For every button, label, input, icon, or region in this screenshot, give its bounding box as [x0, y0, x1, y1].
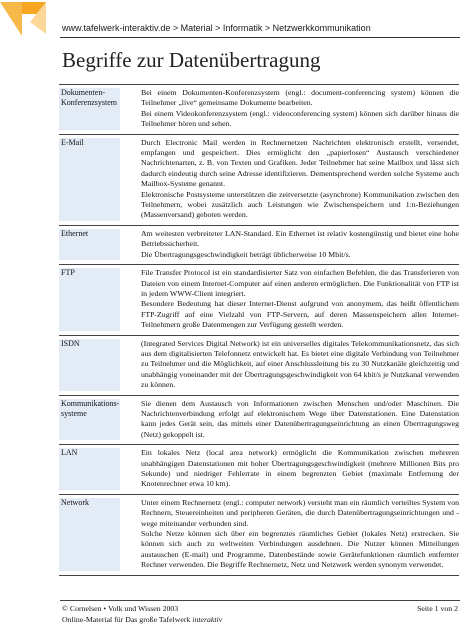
table-row [59, 134, 459, 225]
glossary-definition [120, 268, 459, 330]
definition-paragraph: Am weitesten verbreiteter LAN-Standard. Ein Ethernet ist relativ kostengünstig und bietet eine hohe Betriebssicherheit. [141, 228, 459, 249]
glossary-term: LAN [59, 448, 120, 490]
header-divider [60, 37, 460, 38]
glossary-term: Dokumenten-Konferenzsystem [59, 88, 120, 130]
glossary-definition [120, 88, 459, 130]
footer-source: Online-Material für Das große Tafelwerk [62, 614, 191, 624]
glossary-term: ISDN [59, 339, 120, 391]
page-header [0, 0, 474, 40]
glossary-definition [120, 138, 459, 221]
page-number: Seite 1 von 2 [417, 604, 458, 613]
footer-publisher: © Cornelsen • Volk und Wissen 2003 [62, 604, 179, 613]
table-row [59, 225, 459, 264]
definition-paragraph: Durch Electronic Mail werden in Rechnernetzen Nachrichten elektronisch erstellt, versendet, empfangen und gespeichert. Dies ermöglicht den „papierlosen“ Austausch verschiedener Nachrichtenarten, z. B. von Texten und Grafiken. Jeder Teilnehmer hat seine Mailbox und lässt sich dadurch eindeutig durch seine Adresse identifizieren. Dementsprechend werden solche Systeme auch Mailbox-Systeme genannt. [141, 137, 459, 189]
glossary-table [59, 84, 459, 576]
definition-paragraph: Bei einem Videokonferenzsystem (engl.: videoconferencing system) können sich darüber hinaus die Teilnehmer hören und sehen. [141, 108, 459, 129]
glossary-definition [120, 339, 459, 391]
table-row [59, 264, 459, 334]
definition-paragraph: Die Übertragungsgeschwindigkeit beträgt üblicherweise 10 Mbit/s. [141, 249, 351, 259]
glossary-definition [120, 229, 459, 260]
definition-paragraph: Bei einem Dokumenten-Konferenzsystem (engl.: document-conferencing system) können die Teilnehmer „live“ gemeinsame Dokumente bearbeiten. [141, 88, 459, 108]
glossary-term: Ethernet [59, 229, 120, 260]
footer-divider [60, 600, 460, 601]
footer-copyright [62, 604, 222, 625]
glossary-term: FTP [59, 268, 120, 330]
definition-paragraph: Besondere Bedeutung hat dieser Internet-Dienst aufgrund von anonymem, das heißt öffentlichem FTP-Zugriff auf eine Vielzahl von FTP-Servern, auf deren Massenspeichern allen Internet-Teilnehmern große Datenmengen zur Verfügung gestellt werden. [141, 299, 459, 330]
table-row [59, 335, 459, 395]
definition-paragraph: Elektronische Postsysteme unterstützen die zeitversetzte (asynchrone) Kommunikation zwischen den Teilnehmern, wobei zusätzlich auch Leistungen wie Zwischenspeichern und 1:n-Beziehungen (Massenversand) geboten werden. [141, 189, 459, 220]
table-row [59, 494, 459, 576]
table-row [59, 395, 459, 445]
glossary-term: Network [59, 498, 120, 571]
definition-paragraph: (Integrated Services Digital Network) ist ein universelles digitales Telekommunikationsnetz, das sich aus dem digitalisierten Telefonnetz entwickelt hat. Es bietet eine digitale Verbindung von Teilnehmer zu Teilnehmer und die Möglichkeit, auf einer Anschlussleitung bis zu 30 Nutzkanäle gleichzeitig und unabhängig voneinander mit der Übertragungsgeschwindigkeit von 64 kbit/s je Nutzkanal verwenden zu können. [141, 338, 459, 390]
footer-source-suffix: interaktiv [192, 614, 223, 624]
definition-paragraph: Solche Netze können sich über ein begrenztes räumliches Gebiet (lokales Netz) erstrecken. Sie können sich auch zu weltweiten Verbindungen ausdehnen. Die Nutzer können Mitteilungen austauschen (E-mail) und Programme, Datenbestände sowie Gerätefunktionen räumlich entfernter Rechner verwenden. Die Begriffe Rechnernetz, Netz und Netzwerk werden synonym verwendet. [141, 529, 459, 570]
tafelwerk-logo-icon [0, 0, 54, 40]
breadcrumb[interactable]: www.tafelwerk-interaktiv.de > Material > Informatik > Netzwerkkommunikation [62, 23, 371, 33]
glossary-term: Kommunikations-systeme [59, 399, 120, 441]
page-title: Begriffe zur Datenübertragung [62, 48, 321, 72]
definition-paragraph: File Transfer Protocol ist ein standardisierter Satz von einfachen Befehlen, die das Transferieren von Dateien von einem Internet-Computer auf einen anderen ermöglichen. Die Funktionalität von FTP ist in jedem WWW-Client integriert. [141, 268, 459, 298]
table-row [59, 444, 459, 494]
glossary-term: E-Mail [59, 138, 120, 221]
glossary-definition [120, 399, 459, 441]
definition-paragraph: Unter einem Rechnernetz (engl.: computer network) versteht man ein räumlich verteiltes System von Rechnern, Steuereinheiten und peripheren Geräten, die durch Datenübertragungseinrichtungen und -wege miteinander verbunden sind. [141, 497, 459, 528]
definition-paragraph: Ein lokales Netz (local area network) ermöglicht die Kommunikation zwischen mehreren unabhängigen Datenstationen mit hoher Übertragungsgeschwindigkeit (mehrere Millionen Bits pro Sekunde) und niedriger Fehlerrate in einem begrenzten Gebiet (maximale Entfernung der Knotenrechner etwa 10 km). [141, 448, 459, 489]
glossary-definition [120, 498, 459, 571]
glossary-definition [120, 448, 459, 490]
table-row [59, 84, 459, 134]
definition-paragraph: Sie dienen dem Austausch von Informationen zwischen Menschen und/oder Maschinen. Die Nachrichtenverbindung erfolgt auf elektronischem Wege über Datenstationen. Eine Datenstation kann jedes Gerät sein, das mittels einer Datenübertragungseinrichtung an einen Übertragungsweg (Netz) gekoppelt ist. [141, 398, 459, 439]
